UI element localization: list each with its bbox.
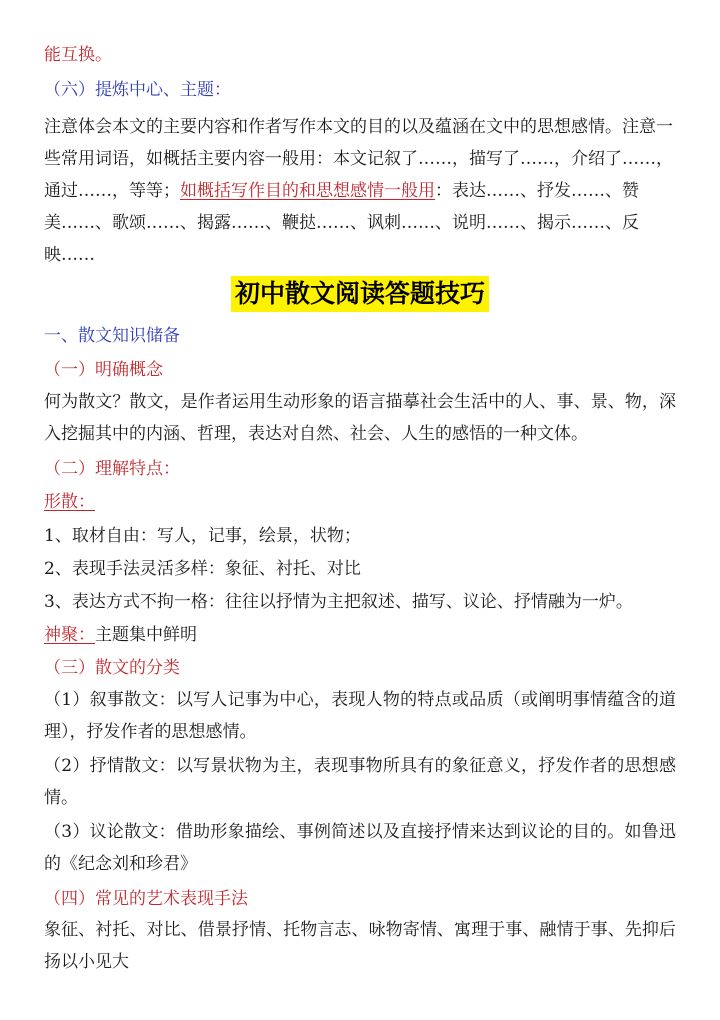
- title-block: [0, 276, 720, 312]
- definition-paragraph: 何为散文？散文，是作者运用生动形象的语言描摹社会生活中的人、事、景、物，深入挖掘其中的内涵、哲理，表达对自然、社会、人生的感悟的一种文体。: [44, 392, 676, 444]
- paragraph-line-2: 些常用词语，如概括主要内容一般用：本文记叙了……，描写了……，介绍了……，: [44, 149, 673, 169]
- spirit-focused-line: [44, 622, 676, 648]
- spirit-focused-label: 神聚：: [44, 625, 95, 645]
- feature-item-1: 1、取材自由：写人，记事，绘景，状物；: [44, 526, 361, 546]
- category-lyrical: （2）抒情散文：以写景状物为主，表现事物所具有的象征意义，抒发作者的思想感情。: [44, 756, 676, 808]
- continued-text: 能互换。: [44, 45, 112, 65]
- subheading-features: （二）理解特点：: [44, 459, 180, 479]
- paragraph-line-4: 美……、歌颂……、揭露……、鞭挞……、讽刺……、说明……、揭示……、反: [44, 213, 639, 233]
- page-title: 初中散文阅读答题技巧: [231, 276, 489, 312]
- subheading-classification: （三）散文的分类: [44, 658, 180, 678]
- feature-item-3: 3、表达方式不拘一格：往往以抒情为主把叙述、描写、议论、抒情融为一炉。: [44, 592, 633, 612]
- paragraph-line-5: 映……: [44, 245, 95, 265]
- highlight-underlined-phrase: 如概括写作目的和思想感情一般用: [180, 181, 435, 201]
- paragraph-line-3-end: ：表达……、抒发……、赞: [435, 181, 639, 201]
- spirit-focused-text: 主题集中鲜明: [95, 625, 197, 645]
- subheading-concept: （一）明确概念: [44, 360, 163, 380]
- paragraph-line-3: [44, 178, 676, 204]
- paragraph-line-1: 注意体会本文的主要内容和作者写作本文的目的以及蕴涵在文中的思想感情。注意一: [44, 117, 673, 137]
- art-techniques-list: 象征、衬托、对比、借景抒情、托物言志、咏物寄情、寓理于事、融情于事、先抑后扬以小见大: [44, 920, 676, 972]
- subheading-art-techniques: （四）常见的艺术表现手法: [44, 889, 248, 909]
- section-heading-1: 一、散文知识储备: [44, 326, 180, 346]
- category-argumentative: （3）议论散文：借助形象描绘、事例简述以及直接抒情来达到议论的目的。如鲁迅的《纪念刘和珍君》: [44, 822, 676, 874]
- paragraph-line-3-start: 通过……，等等；: [44, 181, 180, 201]
- category-narrative: （1）叙事散文：以写人记事为中心，表现人物的特点或品质（或阐明事情蕴含的道理），抒发作者的思想感情。: [44, 690, 676, 742]
- section-heading-6: （六）提炼中心、主题：: [44, 80, 231, 100]
- form-scattered-label: 形散：: [44, 492, 95, 512]
- feature-item-2: 2、表现手法灵活多样：象征、衬托、对比: [44, 559, 361, 579]
